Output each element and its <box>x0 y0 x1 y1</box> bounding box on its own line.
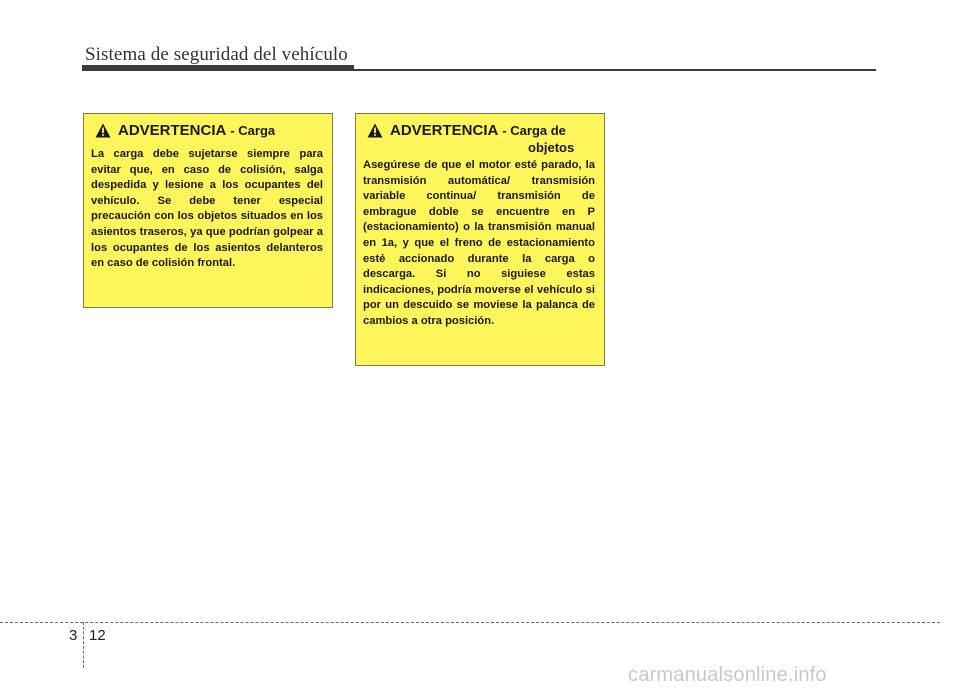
warning-box-carga-objetos <box>355 113 605 366</box>
warning-text: La carga debe sujetarse siempre para evitar que, en caso de colisión, salga despedida y lesione a los ocupantes del vehículo. Se debe tener especial precaución con los objetos situados en los asientos traseros, ya que podrían golpear a los ocupantes de los asientos delanteros en caso de colisión frontal. <box>91 148 323 270</box>
warning-label: ADVERTENCIA <box>390 122 499 139</box>
warning-subtitle: - Carga <box>230 123 276 138</box>
warning-triangle-icon <box>95 123 111 138</box>
warning-triangle-icon <box>367 123 383 138</box>
footer-rule <box>0 622 940 623</box>
section-number: 3 <box>69 627 78 644</box>
page-title: Sistema de seguridad del vehículo <box>85 44 348 65</box>
warning-box-carga <box>83 113 333 308</box>
footer-divider <box>83 622 84 668</box>
warning-title <box>390 122 566 139</box>
warning-subtitle-line2: objetos <box>528 140 575 155</box>
header-rule-thin <box>354 69 876 71</box>
warning-header <box>356 114 604 155</box>
warning-subtitle: - Carga de <box>502 123 566 138</box>
warning-header <box>84 114 332 144</box>
warning-text: Asegúrese de que el motor esté parado, la transmisión automática/ transmisión variable continua/ transmisión de embrague doble se encuentre en P (estacionamiento) o la transmisión manual en 1a, y que el freno de estacionamiento esté accionado durante la carga o descarga. Si no siguiese estas indicaciones, podría moverse el vehículo si por un descuido se moviese la palanca de cambios a otra posición. <box>363 159 595 327</box>
page-number: 12 <box>89 627 106 644</box>
warning-label: ADVERTENCIA <box>118 122 227 139</box>
watermark: carmanualsonline.info <box>628 664 827 686</box>
warning-title <box>118 122 275 139</box>
header-rule-thick <box>82 65 354 71</box>
